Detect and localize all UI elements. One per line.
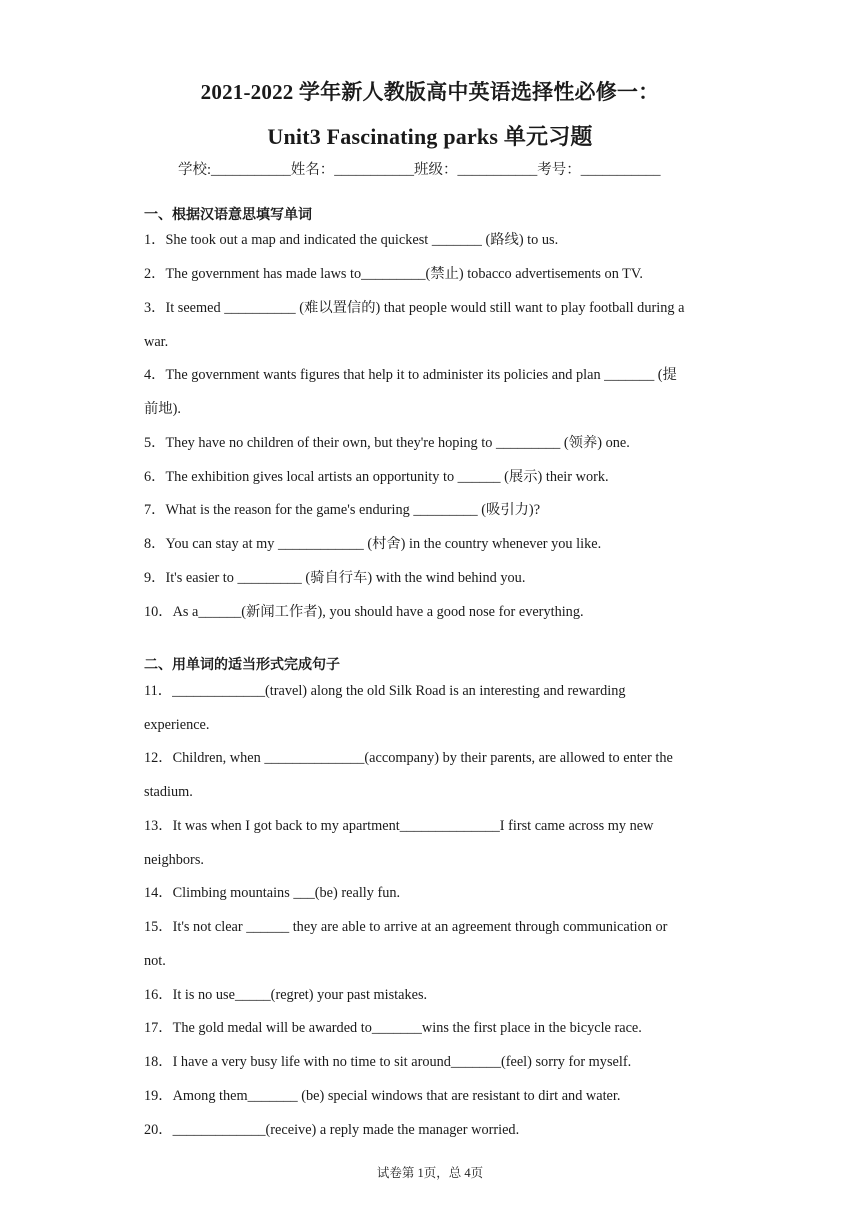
question-11 [144,674,734,742]
question-6 [144,460,734,494]
question-text: 7．What is the reason for the game's enduring _________ (吸引力)? [144,502,541,518]
page-title: 2021-2022 学年新人教版高中英语选择性必修一： [200,80,660,104]
question-7 [144,493,734,527]
question-text: 3．It seemed __________ (难以置信的) that people would still want to play football during a [144,300,685,316]
question-16 [144,978,734,1012]
question-8 [144,527,734,561]
student-info-line: 学校:___________姓名：___________班级：___________考号：___________ [178,162,661,178]
question-text: 18．I have a very busy life with no time to sit around_______(feel) sorry for myself. [144,1054,632,1070]
question-14 [144,876,734,910]
question-text-continued: 前地). [144,401,181,417]
question-text: 16．It is no use_____(regret) your past mistakes. [144,987,428,1003]
question-15 [144,910,734,978]
question-10 [144,595,734,629]
question-text: 11．_____________(travel) along the old Silk Road is an interesting and rewarding [144,683,626,699]
section-heading-word-forms: 二、用单词的适当形式完成句子 [144,657,340,673]
question-13 [144,809,734,877]
question-text-continued: not. [144,953,166,969]
question-20 [144,1113,734,1147]
question-text: 2．The government has made laws to_________(禁止) tobacco advertisements on TV. [144,266,643,282]
question-text-continued: neighbors. [144,852,204,868]
question-text: 12．Children, when ______________(accompany) by their parents, are allowed to enter the [144,750,673,766]
question-12 [144,741,734,809]
question-3 [144,291,734,359]
question-text: 20．_____________(receive) a reply made the manager worried. [144,1122,520,1138]
question-18 [144,1045,734,1079]
question-2 [144,257,734,291]
question-text: 10．As a______(新闻工作者), you should have a good nose for everything. [144,604,584,620]
question-text: 9．It's easier to _________ (骑自行车) with the wind behind you. [144,570,526,586]
question-text: 8．You can stay at my ____________ (村舍) in the country whenever you like. [144,536,602,552]
page-subtitle: Unit3 Fascinating parks 单元习题 [267,124,593,149]
question-text: 1．She took out a map and indicated the quickest _______ (路线) to us. [144,232,559,248]
question-text-continued: war. [144,334,169,350]
question-1 [144,223,734,257]
question-text: 14．Climbing mountains ___(be) really fun. [144,885,401,901]
question-text: 4．The government wants figures that help it to administer its policies and plan _______ (提 [144,367,677,383]
question-text-continued: experience. [144,717,210,733]
question-17 [144,1011,734,1045]
page-number-footer: 试卷第 1页，总 4页 [376,1166,484,1180]
question-text: 5．They have no children of their own, but they're hoping to _________ (领养) one. [144,435,630,451]
question-text: 15．It's not clear ______ they are able to arrive at an agreement through communication or [144,919,668,935]
section-heading-vocabulary: 一、根据汉语意思填写单词 [144,207,312,223]
question-text: 19．Among them_______ (be) special windows that are resistant to dirt and water. [144,1088,621,1104]
question-19 [144,1079,734,1113]
question-9 [144,561,734,595]
question-text-continued: stadium. [144,784,193,800]
question-text: 6．The exhibition gives local artists an opportunity to ______ (展示) their work. [144,469,609,485]
question-4 [144,358,734,426]
question-5 [144,426,734,460]
question-text: 13．It was when I got back to my apartment______________I first came across my new [144,818,654,834]
question-text: 17．The gold medal will be awarded to_______wins the first place in the bicycle race. [144,1020,642,1036]
